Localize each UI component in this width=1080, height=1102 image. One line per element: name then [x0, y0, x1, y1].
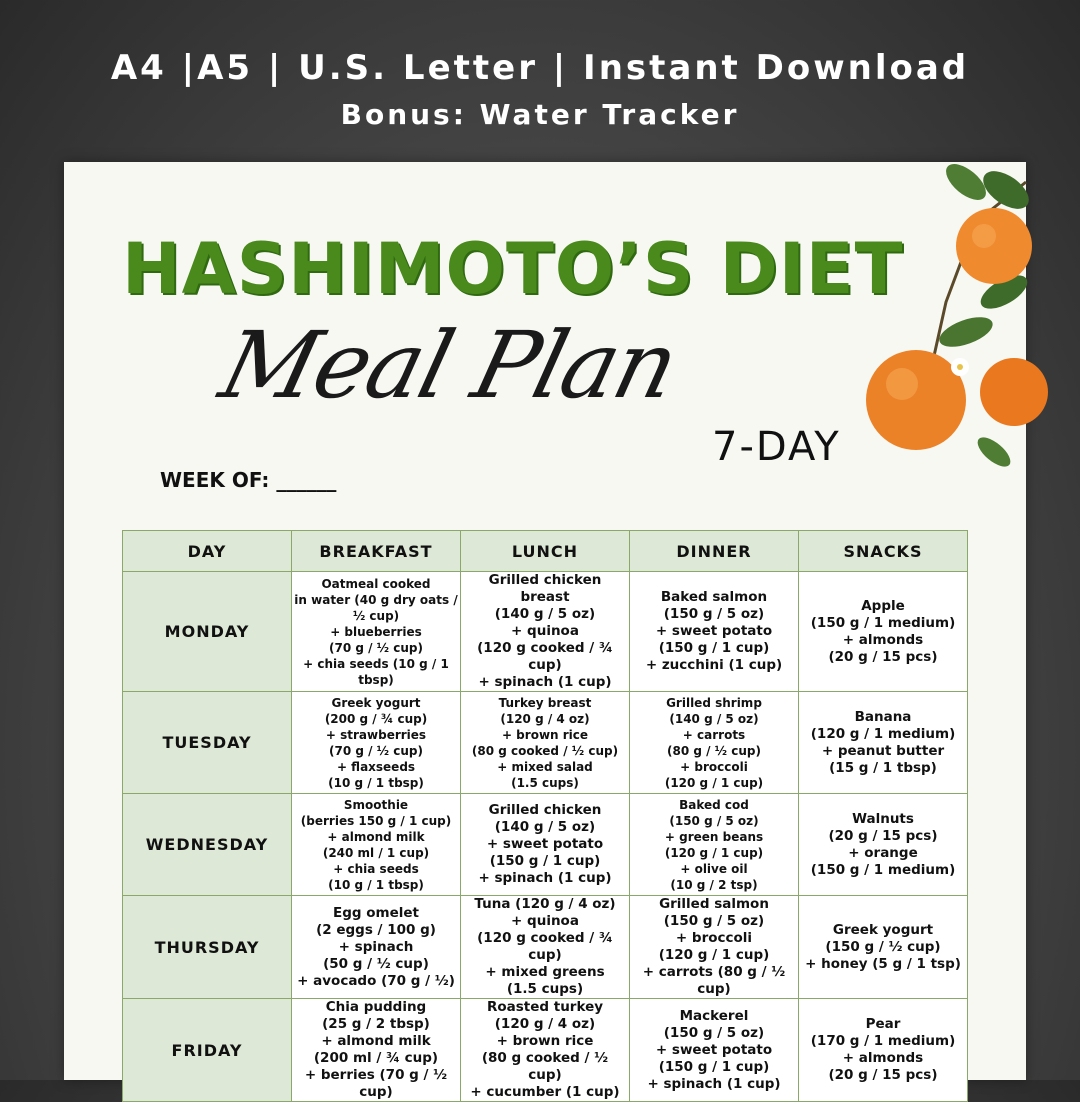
breakfast-cell: Oatmeal cooked in water (40 g dry oats / ½ cup) + blueberries (70 g / ½ cup) + chia seeds (10 g / 1 tbsp) — [292, 572, 461, 692]
header-breakfast: BREAKFAST — [292, 531, 461, 572]
days-label: 7-DAY — [712, 424, 841, 470]
snacks-cell: Apple (150 g / 1 medium) + almonds (20 g / 15 pcs) — [799, 572, 968, 692]
plan-subtitle: Meal Plan — [210, 312, 687, 419]
lunch-cell: Turkey breast (120 g / 4 oz) + brown rice (80 g cooked / ½ cup) + mixed salad (1.5 cups) — [461, 692, 630, 794]
week-of-field[interactable]: WEEK OF: ______ — [160, 468, 337, 492]
breakfast-cell: Greek yogurt (200 g / ¾ cup) + strawberries (70 g / ½ cup) + flaxseeds (10 g / 1 tbsp) — [292, 692, 461, 794]
table-row — [123, 896, 968, 999]
table-row — [123, 692, 968, 794]
meal-plan-table — [122, 530, 968, 1102]
banner-bonus: Bonus: Water Tracker — [340, 98, 740, 131]
dinner-cell: Baked cod (150 g / 5 oz) + green beans (120 g / 1 cup) + olive oil (10 g / 2 tsp) — [630, 794, 799, 896]
snacks-cell: Banana (120 g / 1 medium) + peanut butter (15 g / 1 tbsp) — [799, 692, 968, 794]
banner-formats: A4 |A5 | U.S. Letter | Instant Download — [110, 48, 970, 88]
lunch-cell: Tuna (120 g / 4 oz) + quinoa (120 g cooked / ¾ cup) + mixed greens (1.5 cups) — [461, 896, 630, 999]
day-cell: WEDNESDAY — [123, 794, 292, 896]
table-row — [123, 794, 968, 896]
snacks-cell: Walnuts (20 g / 15 pcs) + orange (150 g / 1 medium) — [799, 794, 968, 896]
header-dinner: DINNER — [630, 531, 799, 572]
lunch-cell: Grilled chicken (140 g / 5 oz) + sweet potato (150 g / 1 cup) + spinach (1 cup) — [461, 794, 630, 896]
snacks-cell: Greek yogurt (150 g / ½ cup) + honey (5 g / 1 tsp) — [799, 896, 968, 999]
header-lunch: LUNCH — [461, 531, 630, 572]
dinner-cell: Grilled salmon (150 g / 5 oz) + broccoli (120 g / 1 cup) + carrots (80 g / ½ cup) — [630, 896, 799, 999]
breakfast-cell: Egg omelet (2 eggs / 100 g) + spinach (50 g / ½ cup) + avocado (70 g / ½) — [292, 896, 461, 999]
lunch-cell: Roasted turkey (120 g / 4 oz) + brown rice (80 g cooked / ½ cup) + cucumber (1 cup) — [461, 999, 630, 1102]
orange-branch-icon — [886, 162, 1026, 482]
meal-plan-sheet — [64, 162, 1026, 1100]
header-day: DAY — [123, 531, 292, 572]
dinner-cell: Baked salmon (150 g / 5 oz) + sweet potato (150 g / 1 cup) + zucchini (1 cup) — [630, 572, 799, 692]
plan-title: HASHIMOTO’S DIET — [122, 228, 904, 310]
breakfast-cell: Chia pudding (25 g / 2 tbsp) + almond milk (200 ml / ¾ cup) + berries (70 g / ½ cup) — [292, 999, 461, 1102]
table-row — [123, 999, 968, 1102]
day-cell: TUESDAY — [123, 692, 292, 794]
breakfast-cell: Smoothie (berries 150 g / 1 cup) + almond milk (240 ml / 1 cup) + chia seeds (10 g / 1 tbsp) — [292, 794, 461, 896]
day-cell: FRIDAY — [123, 999, 292, 1102]
snacks-cell: Pear (170 g / 1 medium) + almonds (20 g / 15 pcs) — [799, 999, 968, 1102]
day-cell: MONDAY — [123, 572, 292, 692]
header-snacks: SNACKS — [799, 531, 968, 572]
dinner-cell: Mackerel (150 g / 5 oz) + sweet potato (150 g / 1 cup) + spinach (1 cup) — [630, 999, 799, 1102]
table-row — [123, 572, 968, 692]
day-cell: THURSDAY — [123, 896, 292, 999]
lunch-cell: Grilled chicken breast (140 g / 5 oz) + quinoa (120 g cooked / ¾ cup) + spinach (1 cup) — [461, 572, 630, 692]
dinner-cell: Grilled shrimp (140 g / 5 oz) + carrots (80 g / ½ cup) + broccoli (120 g / 1 cup) — [630, 692, 799, 794]
